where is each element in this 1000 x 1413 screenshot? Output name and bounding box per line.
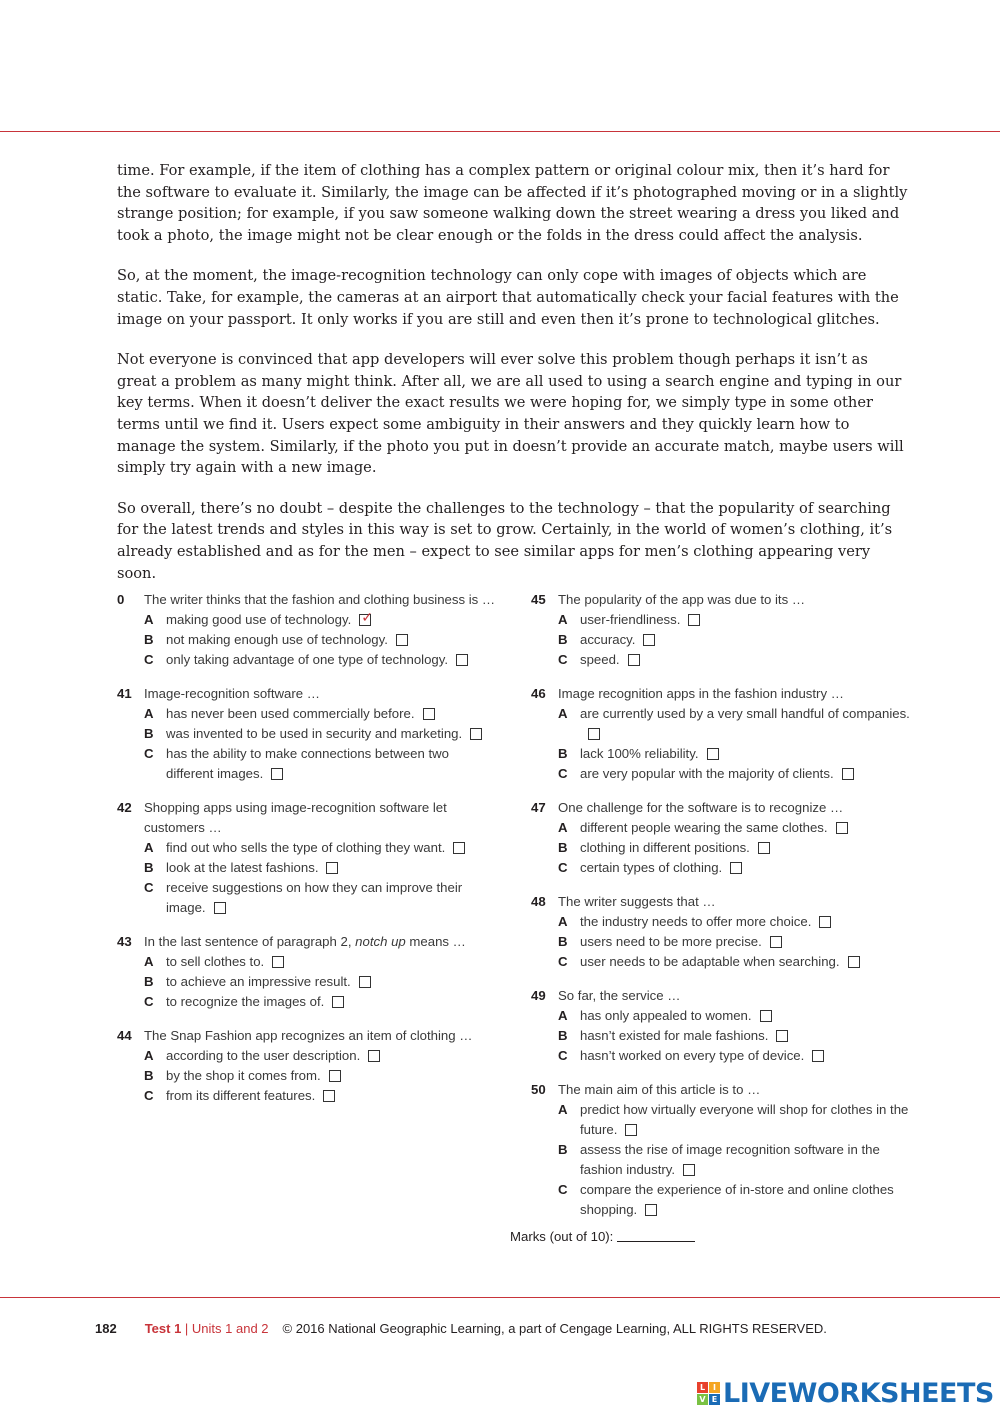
option-text: certain types of clothing. [580,860,723,875]
logo-badge-letter: E [709,1394,720,1405]
question-text: The writer suggests that … [558,894,716,909]
option-letter: B [558,632,568,647]
answer-checkbox[interactable] [760,1010,772,1022]
passage-paragraph-3: Not everyone is convinced that app developers will ever solve this problem though perhaps it isn’t as great a problem as many might think. After all, we are all used to using a search engine and typing in our key terms. When it doesn’t deliver the exact results we were hoping for, we simply type in some other terms until we find it. Users expect some ambiguity in their answers and they quickly learn how to manage the system. Similarly, if the photo you put in doesn’t provide an accurate match, maybe users will simply try again with a new image. [117,351,904,477]
question-44 [117,1026,497,1106]
option-text: are very popular with the majority of clients. [580,766,834,781]
question-number: 43 [117,934,132,949]
option-letter: A [144,1048,154,1063]
answer-checkbox[interactable] [688,614,700,626]
option-letter: C [144,652,154,667]
logo-badge-letter: L [697,1382,708,1393]
option-letter: C [558,954,568,969]
option-letter: B [144,632,154,647]
option-letter: C [144,994,154,1009]
option-letter: A [558,612,568,627]
option-text: has only appealed to women. [580,1008,752,1023]
option-c [117,744,497,784]
liveworksheets-logo [697,1378,994,1409]
answer-checkbox[interactable] [588,728,600,740]
option-letter: B [558,1028,568,1043]
option-a [117,838,497,858]
question-text: The main aim of this article is to … [558,1082,761,1097]
answer-checkbox[interactable] [645,1204,657,1216]
question-number: 50 [531,1082,546,1097]
option-c [531,764,911,784]
option-a [117,704,497,724]
answer-checkbox[interactable] [776,1030,788,1042]
header-rule [0,131,1000,132]
answer-checkbox[interactable] [332,996,344,1008]
answer-checkbox[interactable] [628,654,640,666]
option-text: users need to be more precise. [580,934,762,949]
option-text: different people wearing the same clothes. [580,820,828,835]
question-number: 44 [117,1028,132,1043]
answer-checkbox[interactable] [272,956,284,968]
option-b [531,1026,911,1046]
questions-left-column [117,590,497,1120]
option-b [531,630,911,650]
option-c [117,992,497,1012]
option-text: find out who sells the type of clothing they want. [166,840,446,855]
question-text: One challenge for the software is to recognize … [558,800,844,815]
answer-checkbox[interactable] [368,1050,380,1062]
option-b [117,858,497,878]
option-letter: A [558,1102,568,1117]
option-text: look at the latest fashions. [166,860,319,875]
answer-checkbox[interactable] [730,862,742,874]
answer-checkbox[interactable] [326,862,338,874]
footer-rule [0,1297,1000,1298]
option-text: clothing in different positions. [580,840,750,855]
footer-test-label: Test 1 [144,1321,182,1336]
option-a [531,912,911,932]
option-b [117,630,497,650]
option-text: lack 100% reliability. [580,746,699,761]
question-number: 46 [531,686,546,701]
answer-checkbox[interactable] [758,842,770,854]
question-47 [531,798,911,878]
question-number: 0 [117,592,125,607]
passage-paragraph-4: So overall, there’s no doubt – despite the challenges to the technology – that the popularity of searching for the latest trends and styles in this way is set to grow. Certainly, in the world of women’s clothing, it’s already established and as for the men – expect to see similar apps for men’s clothing appearing very soon. [117,499,893,582]
answer-checkbox[interactable] [359,976,371,988]
question-number: 41 [117,686,132,701]
answer-checkbox[interactable] [819,916,831,928]
option-a [117,610,497,630]
option-letter: B [558,746,568,761]
question-text [144,932,497,952]
option-letter: A [558,706,568,721]
page-footer [95,1321,827,1336]
option-letter: B [558,840,568,855]
question-text: The popularity of the app was due to its … [558,592,806,607]
answer-checkbox-checked[interactable] [359,610,373,626]
answer-checkbox[interactable] [836,822,848,834]
question-number: 49 [531,988,546,1003]
option-text: accuracy. [580,632,636,647]
option-text: not making enough use of technology. [166,632,388,647]
option-a [531,1100,911,1140]
question-text: So far, the service … [558,988,681,1003]
answer-checkbox[interactable] [396,634,408,646]
option-letter: C [558,766,568,781]
question-number: 47 [531,800,546,815]
passage-paragraph-1: time. For example, if the item of clothing has a complex pattern or original colour mix, then it’s hard for the software to evaluate it. Similarly, the image can be affected if it’s photographed moving or in a slightly strange position; for example, if you saw someone walking down the street wearing a dress you liked and took a photo, the image might not be clear enough or the folds in the dress could affect the analysis. [117,162,908,244]
question-text: Shopping apps using image-recognition software let customers … [144,800,447,835]
option-letter: C [558,652,568,667]
option-b [531,744,911,764]
question-41 [117,684,497,784]
option-text: to achieve an impressive result. [166,974,351,989]
option-a [531,704,911,744]
option-letter: B [144,860,154,875]
option-text: has never been used commercially before. [166,706,415,721]
option-text: was invented to be used in security and marketing. [166,726,463,741]
option-c [117,650,497,670]
question-text-italic: notch up [355,934,406,949]
question-text: The writer thinks that the fashion and clothing business is … [144,592,496,607]
question-number: 45 [531,592,546,607]
question-text: Image recognition apps in the fashion industry … [558,686,844,701]
check-mark-icon: ✓ [361,610,373,626]
question-text-part: means … [405,934,466,949]
answer-checkbox[interactable] [323,1090,335,1102]
option-letter: B [144,974,154,989]
option-b [117,1066,497,1086]
option-letter: C [558,1048,568,1063]
option-letter: C [144,880,154,895]
option-text: to recognize the images of. [166,994,325,1009]
marks-label: Marks (out of 10): [510,1229,614,1244]
option-letter: B [558,1142,568,1157]
answer-checkbox[interactable] [453,842,465,854]
answer-checkbox[interactable] [770,936,782,948]
answer-checkbox[interactable] [456,654,468,666]
marks-input-line[interactable] [617,1229,695,1242]
option-a [117,952,497,972]
option-a [531,1006,911,1026]
option-c [531,1046,911,1066]
option-letter: A [144,840,154,855]
answer-checkbox[interactable] [271,768,283,780]
logo-badge-letter: I [709,1382,720,1393]
option-a [117,1046,497,1066]
option-text: making good use of technology. [166,612,352,627]
option-text: has the ability to make connections between two different images. [166,746,449,781]
question-text: The Snap Fashion app recognizes an item of clothing … [144,1028,473,1043]
option-letter: A [144,612,154,627]
option-text: to sell clothes to. [166,954,265,969]
option-text: speed. [580,652,620,667]
option-letter: C [144,746,154,761]
option-b [531,1140,911,1180]
option-text: user needs to be adaptable when searching. [580,954,840,969]
option-text: compare the experience of in-store and online clothes shopping. [580,1182,894,1217]
answer-checkbox[interactable] [214,902,226,914]
marks-field [510,1229,695,1244]
option-c [531,1180,911,1220]
option-letter: B [144,1068,154,1083]
answer-checkbox[interactable] [848,956,860,968]
question-46 [531,684,911,784]
answer-checkbox[interactable] [842,768,854,780]
footer-copyright: © 2016 National Geographic Learning, a part of Cengage Learning, ALL RIGHTS RESERVED. [282,1321,827,1336]
option-b [531,932,911,952]
option-text: from its different features. [166,1088,316,1103]
option-c [117,878,497,918]
option-b [117,724,497,744]
logo-wordmark: LIVEWORKSHEETS [723,1378,994,1409]
option-c [531,858,911,878]
answer-checkbox[interactable] [707,748,719,760]
question-0 [117,590,497,670]
answer-checkbox[interactable] [329,1070,341,1082]
answer-checkbox[interactable] [423,708,435,720]
option-c [117,1086,497,1106]
question-43 [117,932,497,1012]
page-number: 182 [95,1321,117,1336]
option-text: user-friendliness. [580,612,681,627]
option-letter: A [558,1008,568,1023]
option-b [531,838,911,858]
option-text: according to the user description. [166,1048,361,1063]
option-letter: A [144,706,154,721]
option-letter: A [558,914,568,929]
questions-right-column [531,590,911,1234]
option-letter: A [558,820,568,835]
question-text-part: In the last sentence of paragraph 2, [144,934,356,949]
answer-checkbox[interactable] [643,634,655,646]
option-letter: B [558,934,568,949]
logo-badge-letter: V [697,1394,708,1405]
option-letter: B [144,726,154,741]
answer-checkbox[interactable] [683,1164,695,1176]
question-42 [117,798,497,918]
option-c [531,650,911,670]
option-c [531,952,911,972]
answer-checkbox[interactable] [625,1124,637,1136]
logo-badge-icon [697,1382,720,1405]
option-letter: C [558,1182,568,1197]
question-48 [531,892,911,972]
option-text: hasn’t existed for male fashions. [580,1028,769,1043]
option-letter: A [144,954,154,969]
question-text: Image-recognition software … [144,686,320,701]
answer-checkbox[interactable] [470,728,482,740]
question-50 [531,1080,911,1220]
option-text: receive suggestions on how they can improve their image. [166,880,463,915]
option-text: assess the rise of image recognition software in the fashion industry. [580,1142,880,1177]
option-letter: C [558,860,568,875]
answer-checkbox[interactable] [812,1050,824,1062]
question-49 [531,986,911,1066]
option-text: the industry needs to offer more choice. [580,914,812,929]
passage-paragraph-2: So, at the moment, the image-recognition technology can only cope with images of objects which are static. Take, for example, the cameras at an airport that automatically check your facial features with the image on your passport. It only works if you are still and even then it’s prone to technological glitches. [117,267,899,328]
question-number: 48 [531,894,546,909]
option-b [117,972,497,992]
option-text: predict how virtually everyone will shop for clothes in the future. [580,1102,909,1137]
option-a [531,818,911,838]
reading-passage [117,160,909,603]
question-number: 42 [117,800,132,815]
option-a [531,610,911,630]
option-text: hasn’t worked on every type of device. [580,1048,805,1063]
option-letter: C [144,1088,154,1103]
footer-units-label: | Units 1 and 2 [181,1321,269,1336]
option-text: by the shop it comes from. [166,1068,321,1083]
option-text: only taking advantage of one type of technology. [166,652,449,667]
option-text: are currently used by a very small handful of companies. [580,706,910,721]
question-45 [531,590,911,670]
